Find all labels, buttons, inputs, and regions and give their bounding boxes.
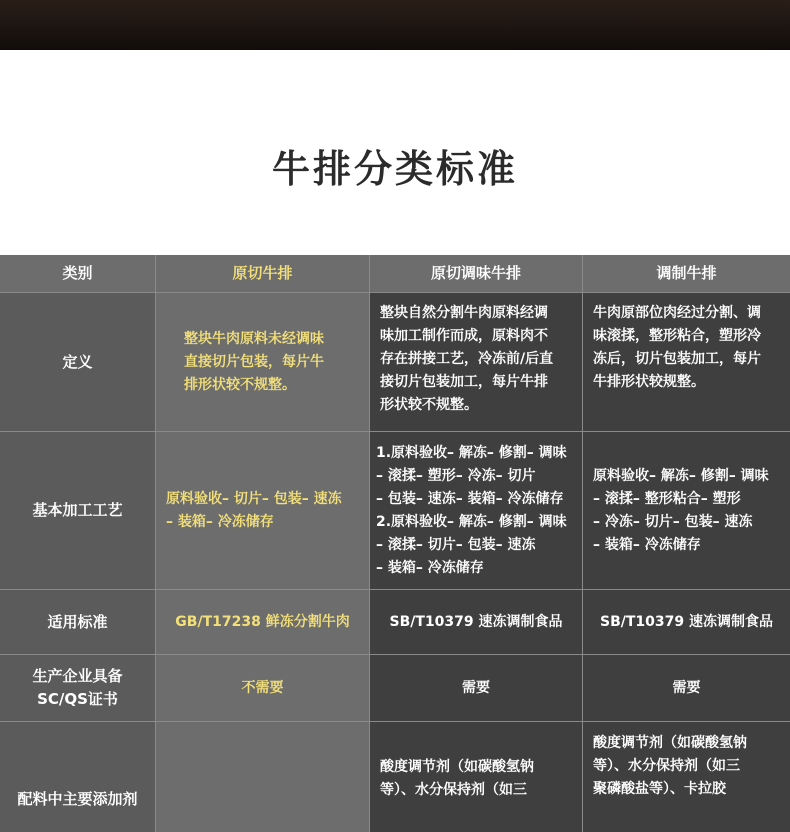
row-label-definition: 定义	[0, 293, 156, 431]
row-label-certificate: 生产企业具备 SC/QS证书	[0, 655, 156, 721]
cell-additives-prepared: 酸度调节剂（如碳酸氢钠 等）、水分保持剂（如三 聚磷酸盐等）、卡拉胶	[583, 722, 790, 832]
cell-additives-seasoned: 酸度调节剂（如碳酸氢钠 等）、水分保持剂（如三	[370, 722, 583, 832]
top-banner-image	[0, 0, 790, 50]
page-title: 牛排分类标准	[271, 147, 518, 191]
header-prepared-steak: 调制牛排	[583, 255, 790, 292]
table-row-process	[0, 432, 790, 590]
table-row-additives	[0, 722, 790, 832]
table-row-definition	[0, 293, 790, 432]
cell-standard-raw-cut: GB/T17238 鲜冻分割牛肉	[156, 590, 370, 654]
row-label-additives: 配料中主要添加剂	[0, 722, 156, 832]
row-label-process: 基本加工工艺	[0, 432, 156, 589]
comparison-table	[0, 255, 790, 832]
cell-definition-prepared: 牛肉原部位肉经过分割、调 味滚揉，整形粘合，塑形冷 冻后，切片包装加工，每片 牛排形状较规整。	[583, 293, 790, 431]
cell-standard-prepared: SB/T10379 速冻调制食品	[583, 590, 790, 654]
cell-process-seasoned: 1.原料验收– 解冻– 修割– 调味 – 滚揉– 塑形– 冷冻– 切片 – 包装– 速冻– 装箱– 冷冻储存 2.原料验收– 解冻– 修割– 调味 – 滚揉– 切片– 包装– 速冻 – 装箱– 冷冻储存	[370, 432, 583, 589]
cell-process-prepared: 原料验收– 解冻– 修割– 调味 – 滚揉– 整形粘合– 塑形 – 冷冻– 切片– 包装– 速冻 – 装箱– 冷冻储存	[583, 432, 790, 589]
row-label-standard: 适用标准	[0, 590, 156, 654]
header-seasoned-raw-cut-steak: 原切调味牛排	[370, 255, 583, 292]
cell-certificate-prepared: 需要	[583, 655, 790, 721]
cell-process-raw-cut: 原料验收– 切片– 包装– 速冻 – 装箱– 冷冻储存	[156, 432, 370, 589]
table-row-certificate	[0, 655, 790, 722]
cell-additives-raw-cut	[156, 722, 370, 832]
header-raw-cut-steak: 原切牛排	[156, 255, 370, 292]
table-header-row	[0, 255, 790, 293]
cell-certificate-raw-cut: 不需要	[156, 655, 370, 721]
cell-definition-seasoned: 整块自然分割牛肉原料经调 味加工制作而成，原料肉不 存在拼接工艺，冷冻前/后直 接切片包装加工，每片牛排 形状较不规整。	[370, 293, 583, 431]
cell-definition-raw-cut: 整块牛肉原料未经调味 直接切片包装，每片牛 排形状较不规整。	[156, 293, 370, 431]
table-row-standard	[0, 590, 790, 655]
cell-certificate-seasoned: 需要	[370, 655, 583, 721]
header-category: 类别	[0, 255, 156, 292]
cell-standard-seasoned: SB/T10379 速冻调制食品	[370, 590, 583, 654]
